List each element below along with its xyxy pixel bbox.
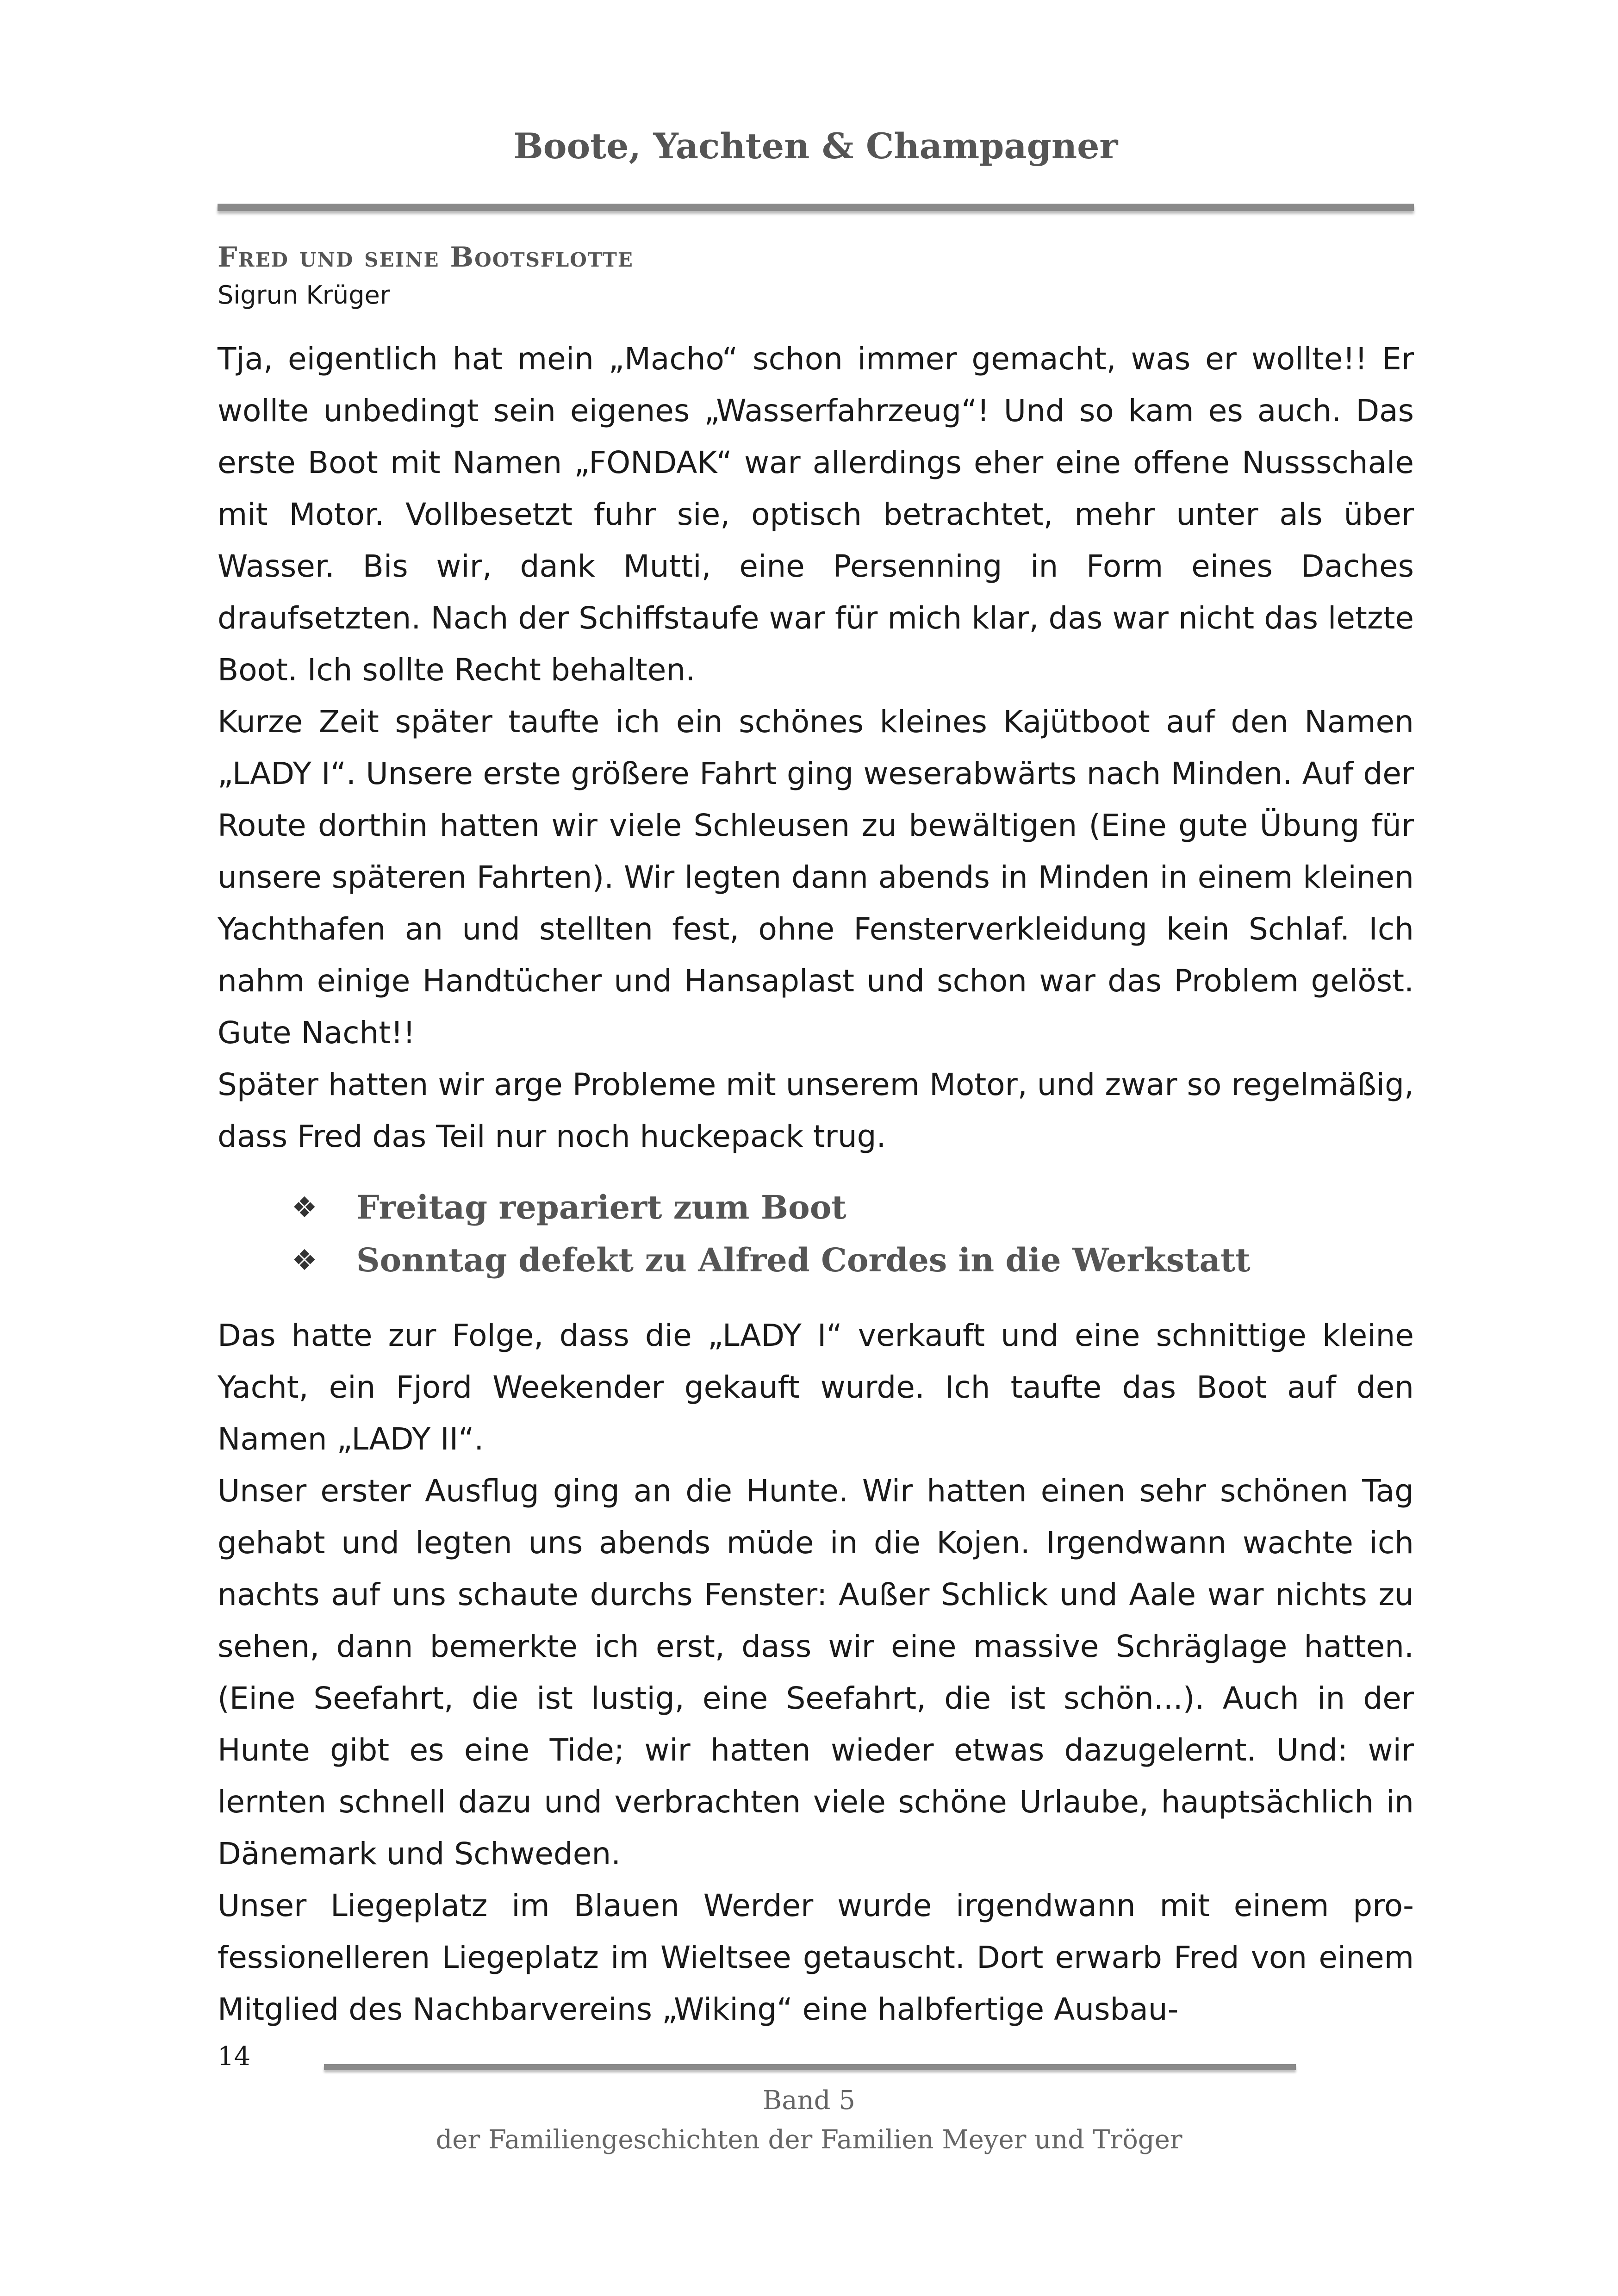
article-author: Sigrun Krüger [218,280,390,310]
paragraph: Tja, eigentlich hat mein „Macho“ schon immer gemacht, was er wollte!! Er wollte unbedingt sein eigenes „Wasserfahrzeug“! Und so kam es auch. Das erste Boot mit Namen „FONDAK“ war allerdings eher eine offene Nussschale mit Motor. Vollbesetzt fuhr sie, optisch betrachtet, mehr unter als über Wasser. Bis wir, dank Mutti, eine Persenning in Form eines Daches draufsetzten. Nach der Schiffstaufe war für mich klar, das war nicht das letzte Boot. Ich sollte Recht behalten. [218,341,1414,688]
footer-volume: Band 5 [763,2085,855,2116]
article-title: Fred und seine Bootsflotte [218,241,634,274]
paragraph: Unser erster Ausflug ging an die Hunte. Wir hatten einen sehr schönen Tag gehabt und legten uns abends müde in die Kojen. Irgendwann wachte ich nachts auf uns schaute durchs Fenster: Außer Schlick und Aale war nichts zu sehen, dann bemerkte ich erst, dass wir eine massive Schräglage hatten. (Eine Seefahrt, die ist lustig, eine Seefahrt, die ist schön...). Auch in der Hunte gibt es eine Tide; wir hatten wieder etwas dazugelernt. Und: wir lernten schnell dazu und verbrachten viele schöne Urlaube, hauptsächlich in Dänemark und Schweden. [218,1473,1414,1872]
article-body [218,333,1414,2035]
four-diamond-bullet-icon: ❖ [292,1190,317,1224]
paragraph: Später hatten wir arge Probleme mit unserem Motor, und zwar so regelmäßig, dass Fred das Teil nur noch huckepack trug. [218,1067,1414,1154]
header-divider [218,204,1414,211]
footer-series-title: der Familiengeschichten der Familien Meyer und Tröger [436,2125,1182,2155]
list-item [292,1181,1414,1234]
bullet-list [218,1181,1414,1287]
list-item-text: Sonntag defekt zu Alfred Cordes in die Werkstatt [356,1241,1251,1279]
paragraph: Kurze Zeit später taufte ich ein schönes kleines Kajütboot auf den Namen „LADY I“. Unsere erste größere Fahrt ging weserabwärts nach Minden. Auf der Route dorthin hatten wir viele Schleusen zu bewältigen (Eine gute Übung für unsere späteren Fahrten). Wir legten dann abends in Minden in einem kleinen Yachthafen an und stellten fest, ohne Fensterverkleidung kein Schlaf. Ich nahm einige Handtücher und Hansaplast und schon war das Problem gelöst. Gute Nacht!! [218,704,1414,1051]
page-header-title: Boote, Yachten & Champagner [513,125,1118,167]
page-number: 14 [218,2041,251,2072]
paragraph: Das hatte zur Folge, dass die „LADY I“ verkauft und eine schnittige kleine Yacht, ein Fjord Weekender gekauft wurde. Ich taufte das Boot auf den Namen „LADY II“. [218,1318,1414,1457]
paragraph: Unser Liegeplatz im Blauen Werder wurde irgendwann mit einem professionelleren Liegeplatz im Wieltsee getauscht. Dort erwarb Fred von einem Mitglied des Nachbarvereins „Wiking“ eine halbfertige Ausbau- [218,1888,1414,2027]
footer-divider [324,2064,1296,2070]
four-diamond-bullet-icon: ❖ [292,1243,317,1277]
list-item-text: Freitag repariert zum Boot [356,1188,846,1226]
list-item [292,1234,1414,1287]
